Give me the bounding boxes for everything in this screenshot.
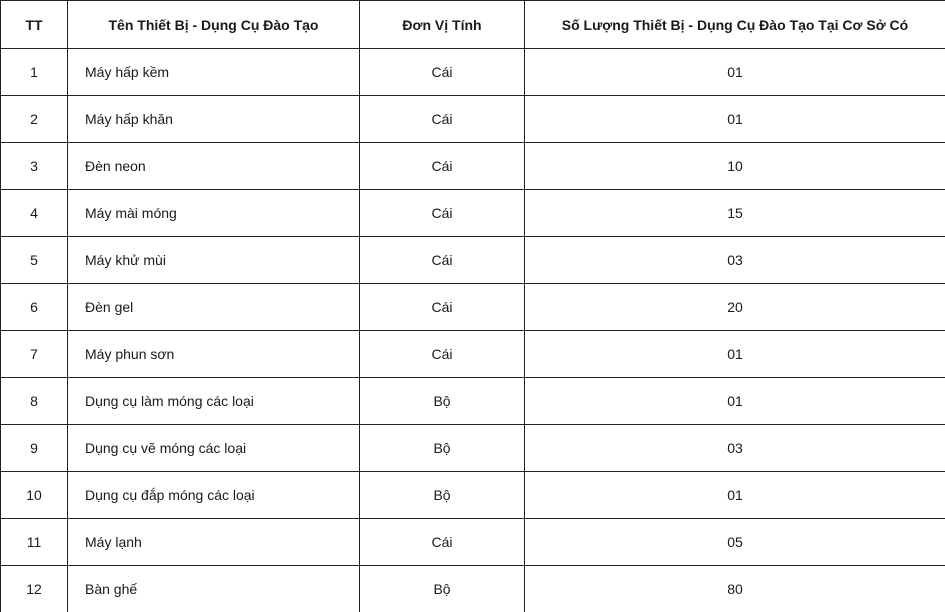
table-row bbox=[1, 378, 945, 425]
table-row bbox=[1, 331, 945, 378]
cell-quantity: 01 bbox=[525, 49, 945, 96]
cell-quantity: 03 bbox=[525, 425, 945, 472]
cell-unit: Cái bbox=[360, 96, 525, 143]
cell-equipment-name: Máy khử mùi bbox=[68, 237, 360, 284]
cell-quantity: 10 bbox=[525, 143, 945, 190]
cell-equipment-name: Đèn neon bbox=[68, 143, 360, 190]
cell-equipment-name: Máy phun sơn bbox=[68, 331, 360, 378]
cell-tt: 6 bbox=[1, 284, 68, 331]
cell-unit: Bộ bbox=[360, 378, 525, 425]
cell-quantity: 01 bbox=[525, 331, 945, 378]
cell-unit: Cái bbox=[360, 331, 525, 378]
cell-quantity: 80 bbox=[525, 566, 945, 612]
cell-unit: Bộ bbox=[360, 425, 525, 472]
table-row bbox=[1, 284, 945, 331]
cell-tt: 7 bbox=[1, 331, 68, 378]
table-row bbox=[1, 190, 945, 237]
table-row bbox=[1, 143, 945, 190]
cell-tt: 8 bbox=[1, 378, 68, 425]
cell-quantity: 01 bbox=[525, 96, 945, 143]
cell-tt: 1 bbox=[1, 49, 68, 96]
cell-quantity: 15 bbox=[525, 190, 945, 237]
table-header-row bbox=[1, 1, 945, 49]
cell-unit: Cái bbox=[360, 143, 525, 190]
cell-quantity: 01 bbox=[525, 378, 945, 425]
cell-equipment-name: Đèn gel bbox=[68, 284, 360, 331]
header-quantity: Số Lượng Thiết Bị - Dụng Cụ Đào Tạo Tại Cơ Sở Có bbox=[525, 1, 945, 49]
cell-quantity: 01 bbox=[525, 472, 945, 519]
cell-equipment-name: Máy lạnh bbox=[68, 519, 360, 566]
table-row bbox=[1, 49, 945, 96]
cell-tt: 9 bbox=[1, 425, 68, 472]
table-row bbox=[1, 96, 945, 143]
table-row bbox=[1, 519, 945, 566]
cell-quantity: 03 bbox=[525, 237, 945, 284]
cell-equipment-name: Dụng cụ đắp móng các loại bbox=[68, 472, 360, 519]
cell-tt: 3 bbox=[1, 143, 68, 190]
header-equipment-name: Tên Thiết Bị - Dụng Cụ Đào Tạo bbox=[68, 1, 360, 49]
cell-unit: Cái bbox=[360, 284, 525, 331]
cell-quantity: 20 bbox=[525, 284, 945, 331]
cell-unit: Cái bbox=[360, 49, 525, 96]
cell-unit: Bộ bbox=[360, 566, 525, 612]
cell-unit: Cái bbox=[360, 237, 525, 284]
cell-unit: Cái bbox=[360, 190, 525, 237]
cell-tt: 5 bbox=[1, 237, 68, 284]
header-tt: TT bbox=[1, 1, 68, 49]
table-row bbox=[1, 237, 945, 284]
cell-equipment-name: Máy mài móng bbox=[68, 190, 360, 237]
table-row bbox=[1, 425, 945, 472]
header-unit: Đơn Vị Tính bbox=[360, 1, 525, 49]
cell-quantity: 05 bbox=[525, 519, 945, 566]
cell-equipment-name: Máy hấp kềm bbox=[68, 49, 360, 96]
cell-unit: Cái bbox=[360, 519, 525, 566]
cell-tt: 12 bbox=[1, 566, 68, 612]
cell-equipment-name: Dụng cụ vẽ móng các loại bbox=[68, 425, 360, 472]
cell-tt: 10 bbox=[1, 472, 68, 519]
table-row bbox=[1, 472, 945, 519]
cell-tt: 2 bbox=[1, 96, 68, 143]
cell-tt: 11 bbox=[1, 519, 68, 566]
cell-equipment-name: Dụng cụ làm móng các loại bbox=[68, 378, 360, 425]
cell-equipment-name: Bàn ghế bbox=[68, 566, 360, 612]
cell-equipment-name: Máy hấp khăn bbox=[68, 96, 360, 143]
cell-unit: Bộ bbox=[360, 472, 525, 519]
table-row bbox=[1, 566, 945, 612]
cell-tt: 4 bbox=[1, 190, 68, 237]
